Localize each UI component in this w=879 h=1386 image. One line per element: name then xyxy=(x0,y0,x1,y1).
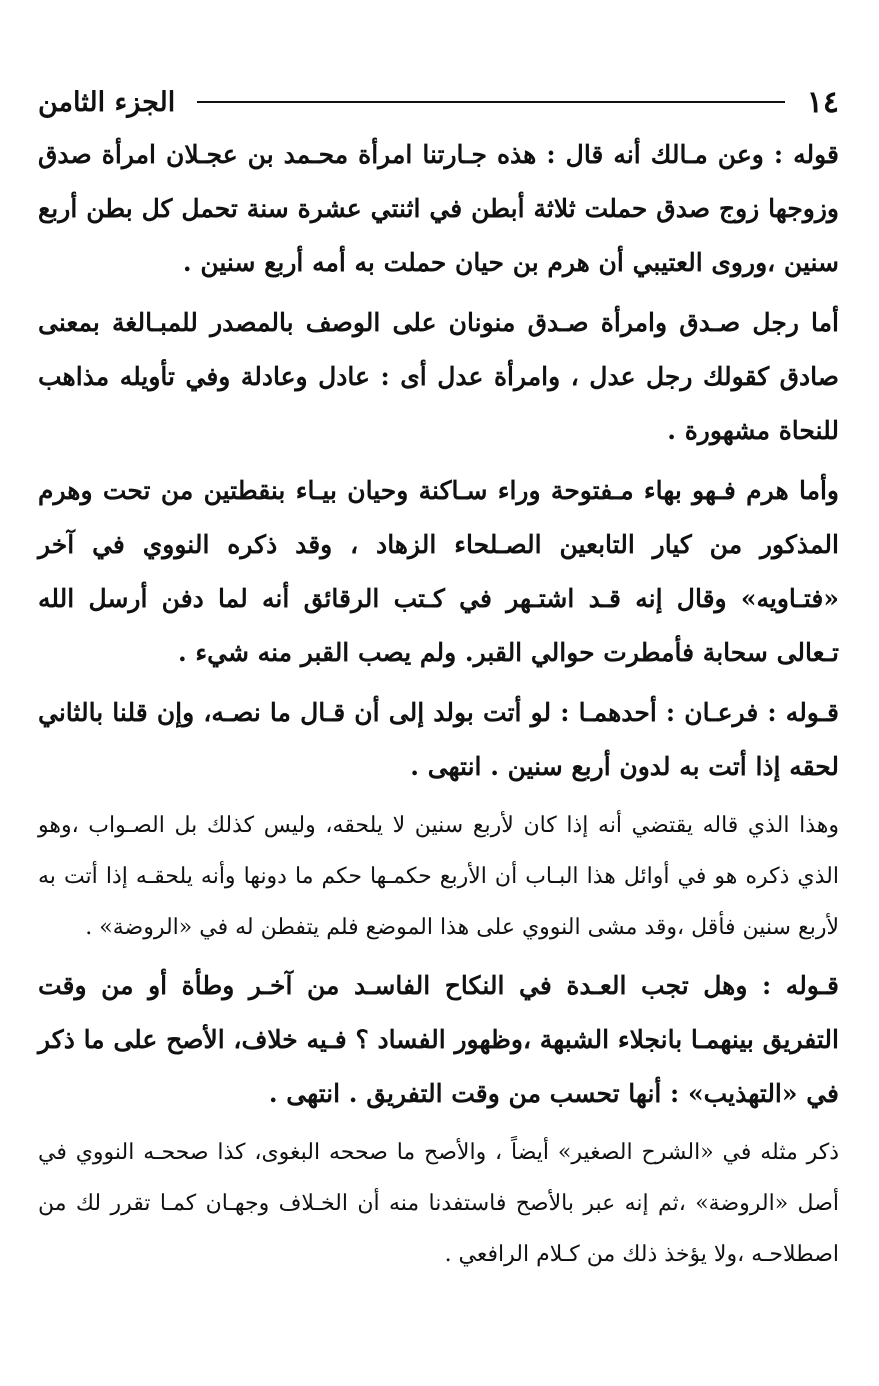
page-header xyxy=(38,80,839,124)
paragraph-commentary: ذكر مثله في «الشرح الصغير» أيضاً ، والأصح ما صححه البغوى، كذا صححـه النووي في أصل «الروضة» ،ثم إنه عبر بالأصح فاستفدنا منه أن الخـلاف وجهـان كمـا تقرر لك من اصطلاحـه ،ولا يؤخذ ذلك من كـلام الرافعي . xyxy=(38,1140,839,1267)
paragraph-quote: قـوله : وهل تجب العـدة في النكاح الفاسـد من آخـر وطأة أو من وقت التفريق بينهمـا بانجلاء الشبهة ،وظهور الفساد ؟ فـيه خلاف، الأصح على ما ذكر في «التهذيب» : أنها تحسب من وقت التفريق . انتهى . xyxy=(38,971,839,1108)
paragraph-quote: أما رجل صـدق وامرأة صـدق منونان على الوصف بالمصدر للمبـالغة بمعنى صادق كقولك رجل عدل ، وامرأة عدل أى : عادل وعادلة وفي تأويله مذاهب للنحاة مشهورة . xyxy=(38,308,839,445)
paragraph-quote: وأما هرم فـهو بهاء مـفتوحة وراء سـاكنة وحيان بيـاء بنقطتين من تحت وهرم المذكور من كيار التابعين الصـلحاء الزهاد ، وقد ذكره النووي في آخر «فتـاويه» وقال إنه قـد اشتـهر في كـتب الرقائق أنه لما دفن أرسل الله تـعالى سحابة فأمطرت حوالي القبر. ولم يصب القبر منه شيء . xyxy=(38,476,839,667)
paragraph-commentary: وهذا الذي قاله يقتضي أنه إذا كان لأربع سنين لا يلحقه، وليس كذلك بل الصـواب ،وهو الذي ذكره هو في أوائل هذا البـاب أن الأربع حكمـها حكم ما دونها وأنه يلحقـه إذا أتت به لأربع سنين فأقل ،وقد مشى النووي على هذا الموضع فلم يتفطن له في «الروضة» . xyxy=(38,813,839,940)
page-number: ١٤ xyxy=(806,84,839,120)
header-rule xyxy=(197,101,784,103)
paragraph-quote: قـوله : فرعـان : أحدهمـا : لو أتت بولد إلى أن قـال ما نصـه، وإن قلنا بالثاني لحقه إذا أتت به لدون أربع سنين . انتهى . xyxy=(38,698,839,781)
paragraph-quote: قوله : وعن مـالك أنه قال : هذه جـارتنا امرأة محـمد بن عجـلان امرأة صدق وزوجها زوج صدق حملت ثلاثة أبطن في اثنتي عشرة سنة تحمل كل بطن أربع سنين ،وروى العتيبي أن هرم بن حيان حملت به أمه أربع سنين . xyxy=(38,140,839,277)
running-title: الجزء الثامن xyxy=(38,86,176,118)
